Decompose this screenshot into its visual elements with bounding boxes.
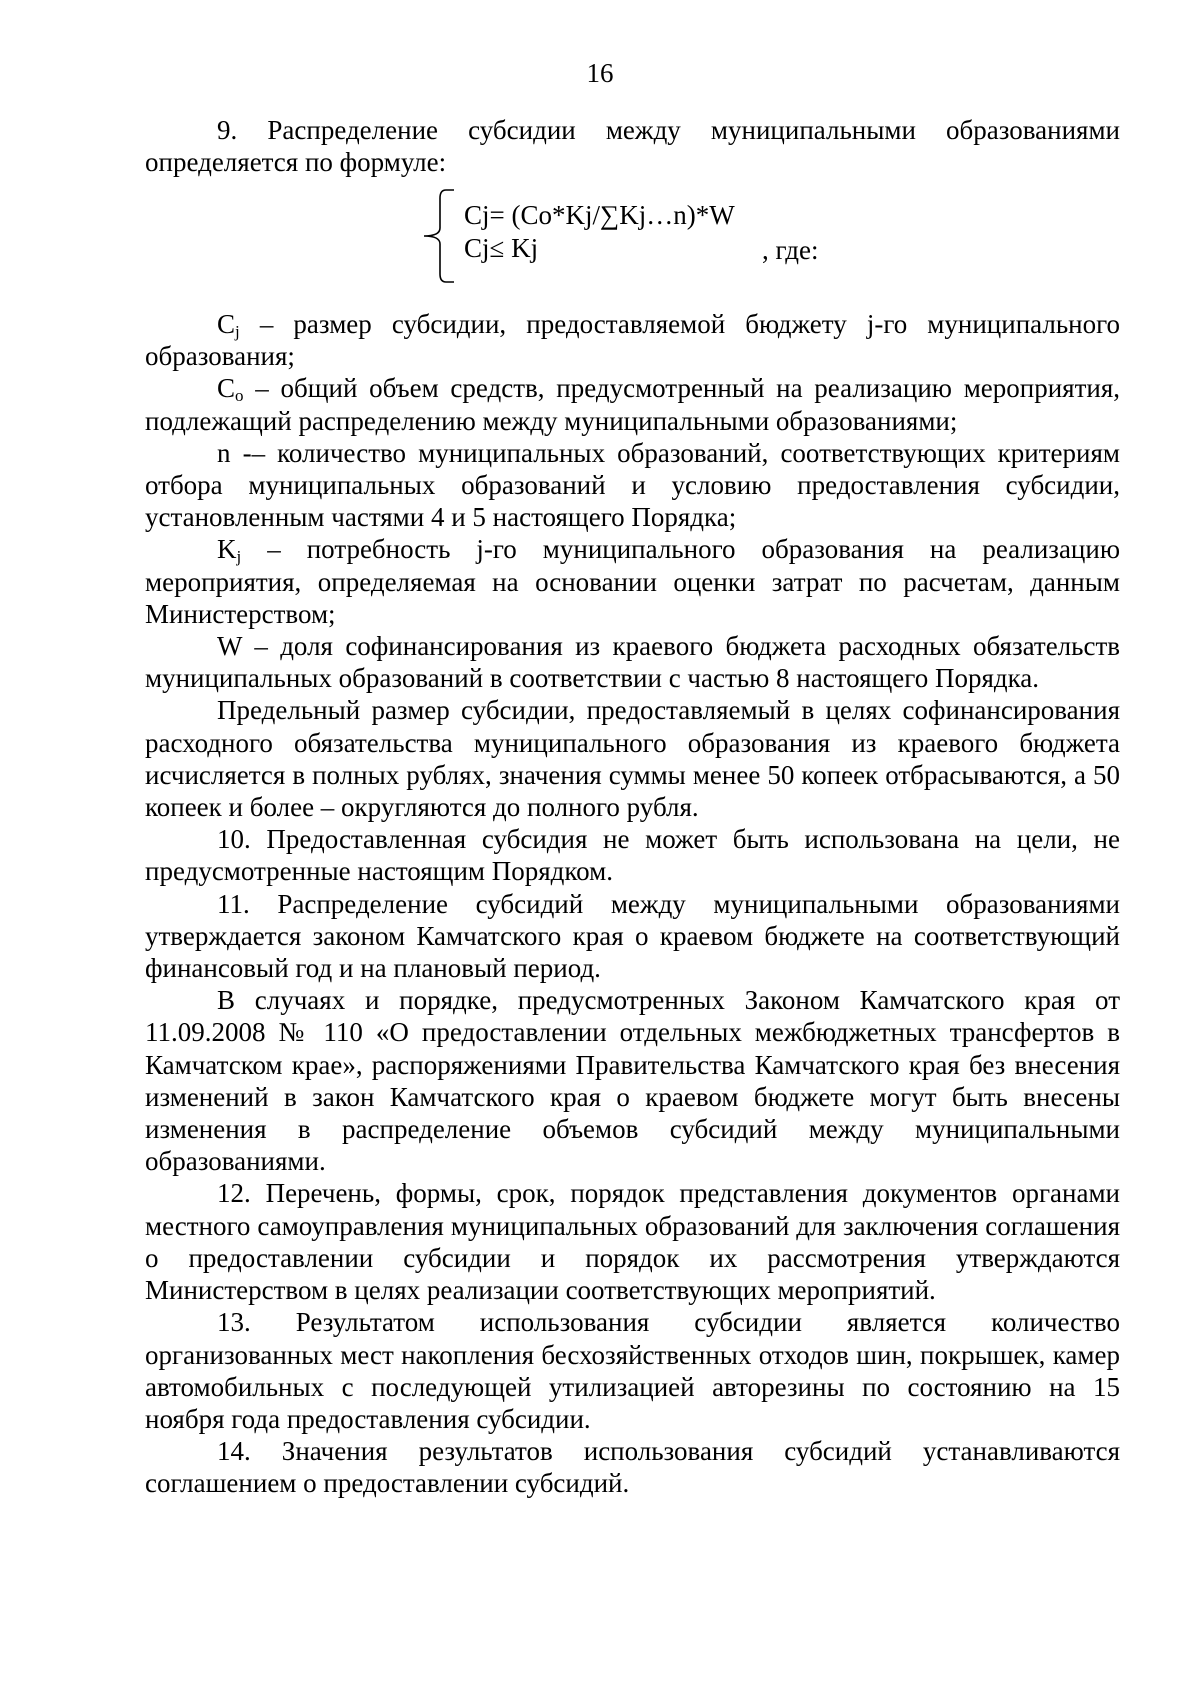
definition-co-text: – общий объем средств, предусмотренный на реализацию мероприятия, подлежащий распределению между муниципальными образованиями; [145,373,1120,436]
symbol-c: C [217,373,236,404]
definition-kj-text: – потребность j-го муниципального образования на реализацию мероприятия, определяемая на основании оценки затрат по расчетам, данным Министерством; [145,534,1120,629]
subscript-j: j [235,322,240,341]
definition-w: W – доля софинансирования из краевого бюджета расходных обязательств муниципальных образований в соответствии с частью 8 настоящего Порядка. [145,631,1120,694]
definition-co [145,372,1120,436]
paragraph-10: 10. Предоставленная субсидия не может быть использована на цели, не предусмотренные настоящим Порядком. [145,824,1120,887]
formula-where-label: , где: [762,235,819,265]
definition-cj [145,308,1120,372]
subscript-j: j [236,547,242,567]
definition-cj-text: – размер субсидии, предоставляемой бюджету j-го муниципального образования; [145,309,1120,372]
definition-n: n -– количество муниципальных образований, соответствующих критериям отбора муниципальных образований и условию предоставления субсидии, установленным частями 4 и 5 настоящего Порядка; [145,437,1120,533]
paragraph-11-cases: В случаях и порядке, предусмотренных Законом Камчатского края от 11.09.2008 № 110 «О предоставлении отдельных межбюджетных трансфертов в Камчатском крае», распоряжениями Правительства Камчатского края без внесения изменений в закон Камчатского края о краевом бюджете могут быть внесены изменения в распределение объемов субсидий между муниципальными образованиями. [145,985,1120,1177]
definitions-and-paragraphs [145,308,1120,1500]
subscript-o: o [235,386,244,406]
intro-block [145,114,1120,178]
definition-kj [145,533,1120,630]
paragraph-12: 12. Перечень, формы, срок, порядок представления документов органами местного самоуправления муниципальных образований для заключения соглашения о предоставлении субсидии и порядок их рассмотрения утверждаются Министерством в целях реализации соответствующих мероприятий. [145,1178,1120,1306]
page-number: 16 [586,58,614,88]
symbol-c: C [217,309,236,339]
paragraph-9-intro: 9. Распределение субсидии между муниципальными образованиями определяется по формуле: [145,115,1120,178]
paragraph-13: 13. Результатом использования субсидии является количество организованных мест накопления бесхозяйственных отходов шин, покрышек, камер автомобильных с последующей утилизацией авторезины по состоянию на 15 ноября года предоставления субсидии. [145,1307,1120,1434]
formula-line-2: Cj≤ Kj [464,233,539,263]
paragraph-max-size: Предельный размер субсидии, предоставляемый в целях софинансирования расходного обязательства муниципального образования из краевого бюджета исчисляется в полных рублях, значения суммы менее 50 копеек отбрасываются, а 50 копеек и более – округляются до полного рубля. [145,695,1120,823]
formula-system [420,188,900,288]
paragraph-14: 14. Значения результатов использования субсидий устанавливаются соглашением о предоставлении субсидий. [145,1436,1120,1499]
curly-brace-icon [420,188,460,284]
paragraph-11: 11. Распределение субсидий между муниципальными образованиями утверждается законом Камчатского края о краевом бюджете на соответствующий финансовый год и на плановый период. [145,888,1120,984]
formula-line-1: Cj= (Co*Kj/∑Kj…n)*W [464,200,735,230]
symbol-k: K [217,534,237,565]
